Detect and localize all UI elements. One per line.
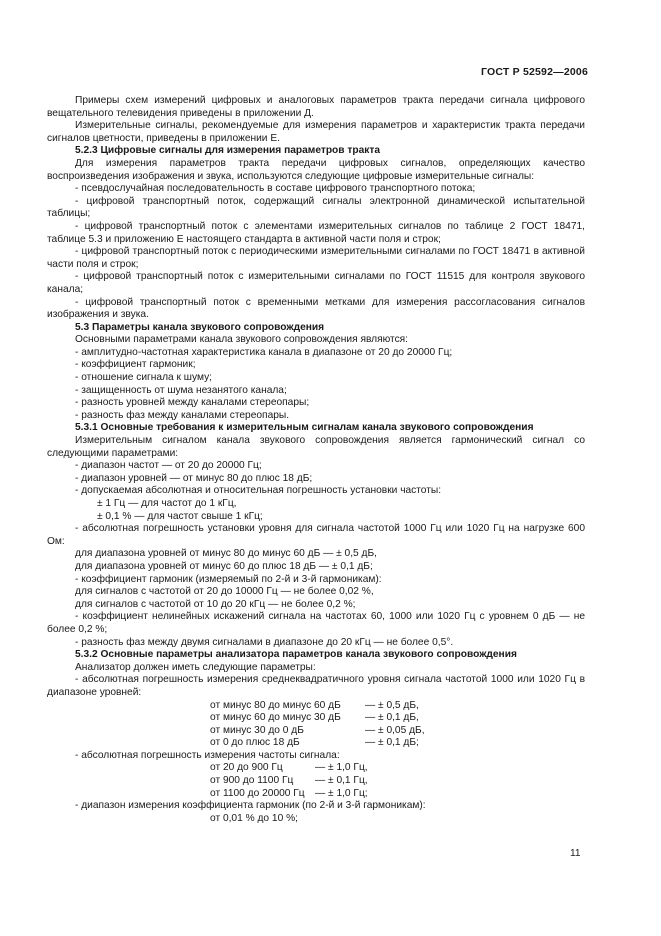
list-item: - диапазон частот — от 20 до 20000 Гц; [75,460,262,472]
list-item: - допускаемая абсолютная и относительная погрешность установки частоты: [75,485,442,497]
table-row [210,700,425,713]
table-row [210,725,425,738]
list-item: - диапазон измерения коэффициента гармоник (по 2-й и 3-й гармоникам): [75,800,426,812]
list-item: - абсолютная погрешность измерения частоты сигнала: [75,749,340,761]
page-body [47,95,585,825]
paragraph: Измерительные сигналы, рекомендуемые для измерения параметров и характеристик тракта передачи сигналов цветности, приведены в приложении Е. [47,120,585,144]
list-item: - коэффициент гармоник; [75,359,196,371]
table-row [210,775,368,788]
frequency-error-table [210,762,368,800]
table-cell-error: — ± 0,1 Гц, [315,775,368,787]
list-item: - амплитудно-частотная характеристика канала в диапазоне от 20 до 20000 Гц; [75,346,453,358]
table-cell-error: — ± 0,5 дБ, [365,699,419,711]
table-row [210,737,425,750]
list-item: - цифровой транспортный поток, содержащий сигналы электронной динамической испытательной таблицы; [47,195,585,220]
list-item: - коэффициент нелинейных искажений сигнала на частотах 60, 1000 или 1020 Гц с уровнем 0 дБ — не более 0,2 %; [47,611,585,635]
sub-item: для сигналов с частотой от 10 до 20 кГц — не более 0,2 %; [75,598,356,610]
paragraph: Анализатор должен иметь следующие параметры: [75,661,316,673]
sub-item: ± 1 Гц — для частот до 1 кГц, [97,498,237,509]
sub-item: для диапазона уровней от минус 60 до плюс 18 дБ — ± 0,1 дБ; [75,560,373,572]
list-item: - абсолютная погрешность установки уровня для сигнала частотой 1000 Гц или 1020 Гц на нагрузке 600 Ом: [47,523,585,547]
list-item: - разность фаз между двумя сигналами в диапазоне до 20 кГц — не более 0,5°. [75,636,454,648]
standard-header: ГОСТ Р 52592—2006 [480,66,588,78]
list-item: - отношение сигнала к шуму; [75,372,212,384]
table-cell-error: — ± 1,0 Гц, [315,762,368,774]
paragraph: Для измерения параметров тракта передачи цифровых сигналов, определяющих качество воспроизведения изображения и звука, используются следующие цифровые измерительные сигналы: [47,157,585,182]
sub-item: от 0,01 % до 10 %; [210,812,298,824]
sub-item: для сигналов с частотой от 20 до 10000 Гц — не более 0,02 %, [75,586,374,598]
paragraph: Примеры схем измерений цифровых и аналоговых параметров тракта передачи сигнала цифрового вещательного телевидения приведены в приложении Д. [47,95,585,119]
section-heading-5-3-2: 5.3.2 Основные параметры анализатора параметров канала звукового сопровождения [75,649,517,661]
table-cell-range: от минус 30 до 0 дБ [210,724,304,736]
table-cell-range: от 0 до плюс 18 дБ [210,737,300,749]
table-cell-error: — ± 1,0 Гц; [315,787,368,799]
list-item: - псевдослучайная последовательность в составе цифрового транспортного потока; [75,183,476,195]
list-item: - разность фаз между каналами стереопары. [75,409,290,421]
table-cell-error: — ± 0,1 дБ, [365,712,419,724]
level-error-table [210,700,425,750]
list-item: - цифровой транспортный поток с временными метками для измерения рассогласования сигналов изображения и звука. [47,296,585,321]
list-item: - разность уровней между каналами стереопары; [75,397,310,409]
paragraph: Основными параметрами канала звукового сопровождения являются: [75,334,409,346]
list-item: - диапазон уровней — от минус 80 до плюс 18 дБ; [75,472,313,484]
table-cell-error: — ± 0,05 дБ, [365,724,425,736]
table-row [210,712,425,725]
table-cell-range: от 20 до 900 Гц [210,762,283,774]
section-heading-5-2-3: 5.2.3 Цифровые сигналы для измерения параметров тракта [75,145,381,157]
list-item: - цифровой транспортный поток с элементами измерительных сигналов по таблице 2 ГОСТ 18471, таблице 5.3 и приложению Е настоящего стандарта в активной части поля и строк; [47,220,585,245]
section-heading-5-3: 5.3 Параметры канала звукового сопровождения [75,321,325,333]
table-row [210,762,368,775]
table-cell-error: — ± 0,1 дБ; [365,737,419,749]
table-cell-range: от минус 60 до минус 30 дБ [210,712,341,724]
sub-item: ± 0,1 % — для частот свыше 1 кГц; [97,510,263,522]
table-row [210,788,368,801]
list-item: - цифровой транспортный поток с измерительными сигналами по ГОСТ 11515 для контроля звукового канала; [47,271,585,295]
paragraph: Измерительным сигналом канала звукового сопровождения является гармонический сигнал со следующими параметрами: [47,435,585,459]
list-item: - абсолютная погрешность измерения среднеквадратичного уровня сигнала частотой 1000 или 1020 Гц в диапазоне уровней: [47,674,585,698]
section-heading-5-3-1: 5.3.1 Основные требования к измерительным сигналам канала звукового сопровождения [75,422,534,434]
list-item: - коэффициент гармоник (измеряемый по 2-й и 3-й гармоникам): [75,573,382,585]
page-number: 11 [570,848,581,859]
table-cell-range: от минус 80 до минус 60 дБ [210,699,341,711]
sub-item: для диапазона уровней от минус 80 до минус 60 дБ — ± 0,5 дБ, [75,548,377,560]
table-cell-range: от 1100 до 20000 Гц [210,787,305,799]
list-item: - цифровой транспортный поток с периодическими измерительными сигналами по ГОСТ 18471 в активной части поля и строк; [47,246,585,270]
list-item: - защищенность от шума незанятого канала; [75,384,287,396]
table-cell-range: от 900 до 1100 Гц [210,775,294,787]
